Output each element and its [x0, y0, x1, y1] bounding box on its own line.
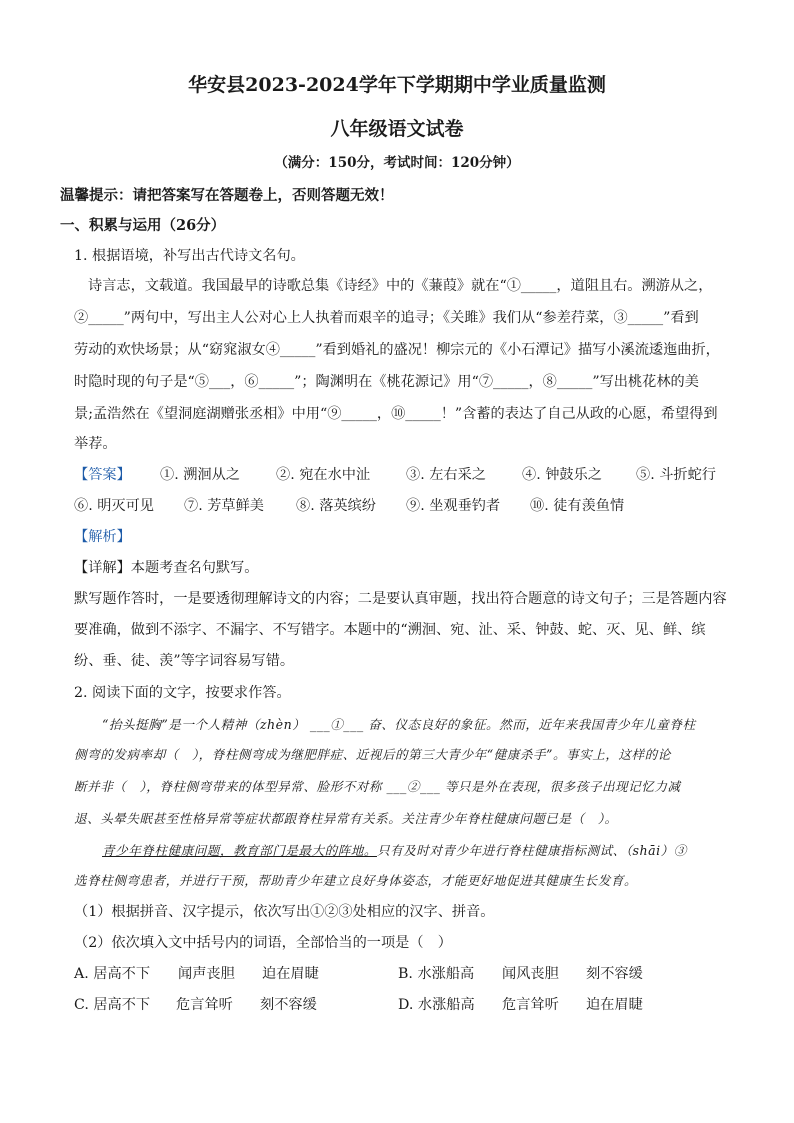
q2-sub1: （1）根据拼音、汉字提示，依次写出①②③处相应的汉字、拼音。 [74, 904, 495, 920]
answer-label: 【答案】 [74, 467, 131, 483]
option-c-word: 危言耸听 [176, 997, 233, 1013]
option-a: A. 居高不下 [74, 966, 151, 982]
exam-title: 华安县2023-2024学年下学期期中学业质量监测 [188, 74, 606, 96]
q1-text-line: 时隐时现的句子是“⑤___，⑥_____”；陶渊明在《桃花源记》用“⑦_____，⑧_____”写出桃花林的美 [74, 374, 699, 390]
option-b: B. 水涨船高 [398, 966, 475, 982]
q2-passage-line: 退、头晕失眠甚至性格异常等症状都跟脊柱异常有关系。关注青少年脊柱健康问题已是（ ）。 [74, 811, 618, 826]
option-a-word: 闻声丧胆 [178, 966, 235, 982]
exam-subtitle-grade: 八年级语文试卷 [330, 118, 464, 140]
answer-item: ⑤. 斗折蛇行 [636, 467, 716, 483]
analysis-label: 【解析】 [74, 529, 131, 545]
explain-line: 要准确，做到不添字、不漏字、不写错字。本题中的“溯洄、宛、沚、采、钟鼓、蛇、灭、见、鲜、缤 [74, 622, 706, 638]
option-c: C. 居高不下 [74, 997, 151, 1013]
q2-passage-line: “抬头挺胸”是一个人精神（zhèn） ___①___ 奋、仪态良好的象征。然而，近年来我国青少年儿童脊柱 [102, 717, 696, 732]
answer-item: ④. 钟鼓乐之 [522, 467, 602, 483]
option-c-word: 刻不容缓 [260, 997, 317, 1013]
answer-item: ③. 左右采之 [406, 467, 486, 483]
explain-line: 默写题作答时，一是要透彻理解诗文的内容；二是要认真审题，找出符合题意的诗文句子；三是答题内容 [74, 591, 727, 607]
option-d: D. 水涨船高 [398, 997, 475, 1013]
answer-item: ⑩. 徒有羡鱼情 [530, 498, 625, 514]
option-b-word: 刻不容缓 [586, 966, 643, 982]
underlined-sentence: 青少年脊柱健康问题，教育部门是最大的阵地。 [102, 843, 377, 858]
answer-item: ②. 宛在水中沚 [276, 467, 371, 483]
q1-text-line: 景;孟浩然在《望洞庭湖赠张丞相》中用“⑨_____，⑩_____！”含蓄的表达了自己从政的心愿，希望得到 [74, 406, 718, 422]
answer-item: ①. 溯洄从之 [160, 467, 240, 483]
option-b-word: 闻风丧胆 [502, 966, 559, 982]
detail-text: 【详解】本题考查名句默写。 [74, 560, 259, 576]
option-d-word: 迫在眉睫 [586, 997, 643, 1013]
q2-passage-line: 侧弯的发病率却（ ），脊柱侧弯成为继肥胖症、近视后的第三大青少年“健康杀手”。事实上，这样的论 [74, 747, 671, 762]
answer-item: ⑨. 坐观垂钓者 [406, 498, 501, 514]
passage2-rest: 只有及时对青少年进行脊柱健康指标测试、（shāi）③ [376, 843, 687, 858]
answer-item: ⑧. 落英缤纷 [296, 498, 376, 514]
notice: 温馨提示：请把答案写在答题卷上，否则答题无效！ [60, 187, 394, 204]
q1-text-line: ②_____”两句中，写出主人公对心上人执着而艰辛的追寻；《关雎》我们从“参差荇菜，③_____”看到 [74, 310, 699, 326]
q2-passage2-line [102, 840, 687, 859]
q2-passage-line: 断并非（ ），脊柱侧弯带来的体型异常、脸形不对称 ___②___ 等只是外在表现，很多孩子出现记忆力减 [74, 779, 681, 794]
exam-score-time: （满分：150分，考试时间：120分钟） [274, 155, 520, 171]
option-d-word: 危言耸听 [502, 997, 559, 1013]
q1-text-line: 举荐。 [74, 436, 117, 452]
option-a-word: 迫在眉睫 [262, 966, 319, 982]
q2-sub2: （2）依次填入文中括号内的词语，全部恰当的一项是（ ） [74, 935, 452, 951]
explain-line: 纷、垂、徒、羡”等字词容易写错。 [74, 653, 295, 669]
answer-item: ⑦. 芳草鲜美 [184, 498, 264, 514]
q2-passage2-line: 选脊柱侧弯患者，并进行干预，帮助青少年建立良好身体姿态，才能更好地促进其健康生长发育。 [74, 873, 638, 888]
q1-prompt: 1. 根据语境，补写出古代诗文名句。 [74, 248, 305, 264]
answer-item: ⑥. 明灭可见 [74, 498, 154, 514]
q1-text-line: 劳动的欢快场景；从“窈窕淑女④_____”看到婚礼的盛况！柳宗元的《小石潭记》描写小溪流逶迤曲折， [74, 342, 720, 358]
section-heading: 一、积累与运用（26分） [60, 217, 226, 234]
q2-prompt: 2. 阅读下面的文字，按要求作答。 [74, 685, 291, 701]
q1-text-line: 诗言志，文载道。我国最早的诗歌总集《诗经》中的《蒹葭》就在“①_____，道阻且右。溯游从之， [88, 278, 713, 294]
